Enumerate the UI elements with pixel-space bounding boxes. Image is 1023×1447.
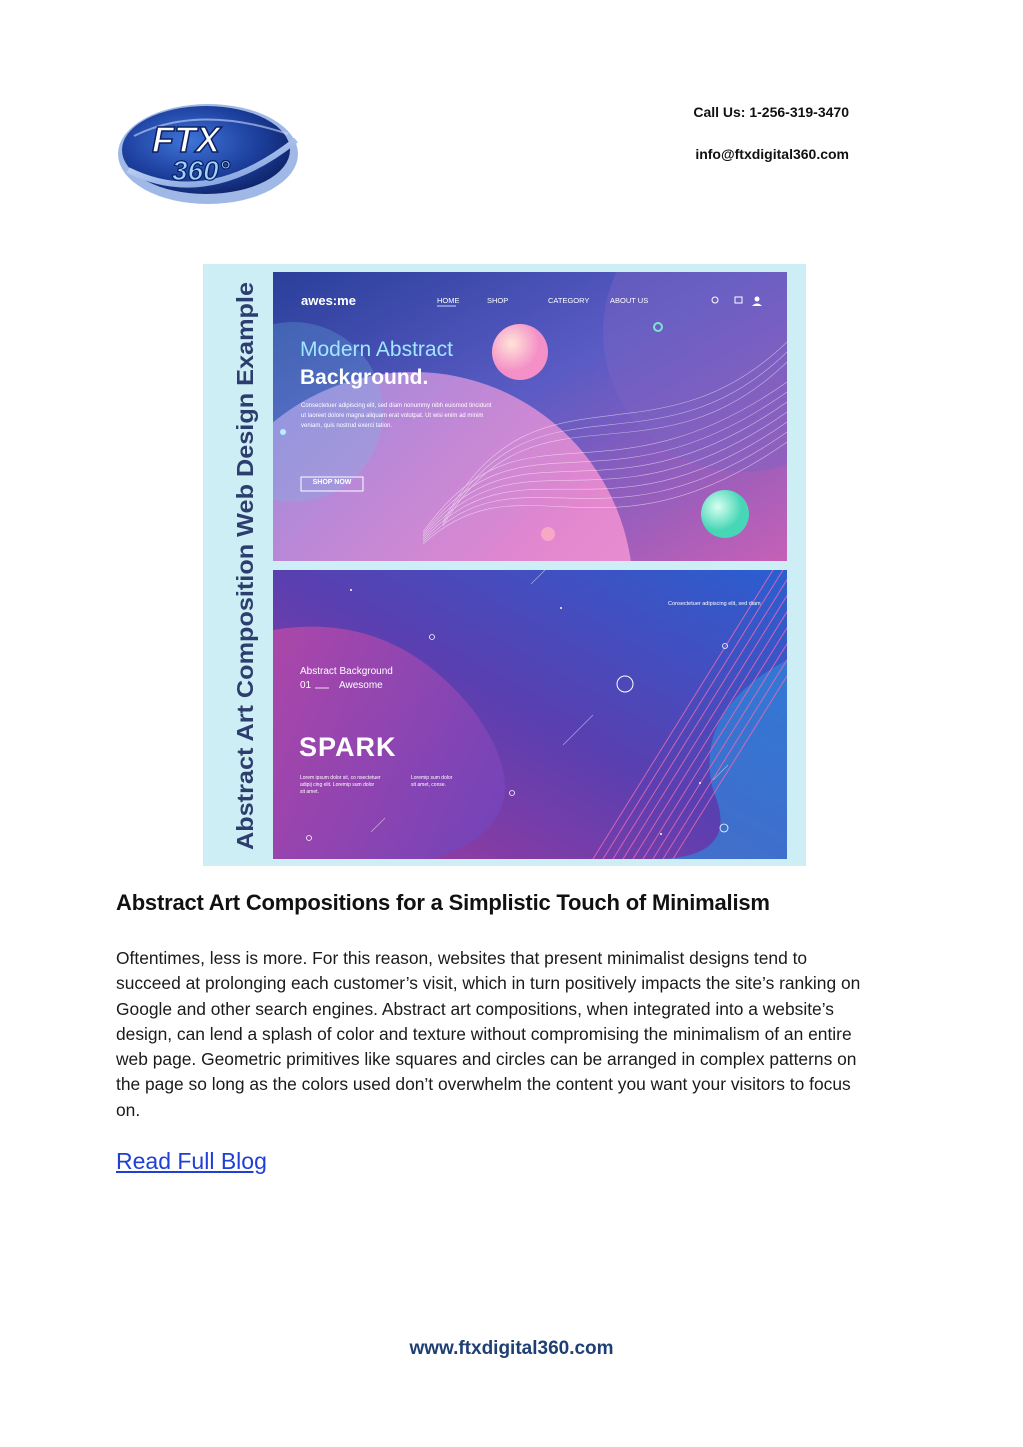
- hero-paragraph-line2: ut laoreet dolore magna aliquam erat volutpat. Ut wisi enim ad minim: [301, 413, 484, 419]
- headline-line2: Background.: [300, 366, 429, 389]
- nav-shop: SHOP: [487, 296, 509, 305]
- spark-title: SPARK: [299, 732, 397, 762]
- headline-line1: Modern Abstract: [300, 338, 453, 361]
- spark-col2-line1: Loremip sum dolor: [411, 775, 453, 781]
- shop-now-button: SHOP NOW: [312, 479, 352, 486]
- footer-website-url[interactable]: www.ftxdigital360.com: [409, 1338, 614, 1359]
- article-title: Abstract Art Compositions for a Simplistic Touch of Minimalism: [116, 890, 770, 915]
- spark-col2-line2: sit amet, conse.: [411, 782, 447, 788]
- bottom-index-label: Awesome: [339, 680, 383, 691]
- spark-col1-line1: Lorem ipsum dolor sit, co nsectetuer: [300, 775, 381, 781]
- spark-col1-line3: sit amet.: [300, 789, 319, 795]
- nav-home: HOME: [437, 296, 460, 305]
- nav-about: ABOUT US: [610, 296, 649, 305]
- contact-info: [693, 104, 849, 188]
- logo-text-top: FTX: [152, 119, 220, 160]
- top-panel: [273, 272, 787, 561]
- bottom-index: 01: [300, 680, 312, 691]
- hero-paragraph-line1: Consectetuer adipiscing elit, sed diam nonummy nibh euismod tincidunt: [301, 403, 492, 409]
- hero-image: [203, 264, 806, 866]
- spark-col1-line2: adipij cing elit. Loremip sum dolor: [300, 782, 375, 788]
- ftx360-logo[interactable]: [118, 100, 300, 206]
- corner-text: Consectetuer adipiscing elit, sed diam: [668, 601, 761, 607]
- article-body: Oftentimes, less is more. For this reason, websites that present minimalist designs tend to succeed at prolonging each customer’s visit, which in turn positively impacts the site’s ranking on Google and other search engines. Abstract art compositions, when integrated into a website’s design, can lend a splash of color and texture without compromising the minimalism of an entire web page. Geometric primitives like squares and circles can be arranged in complex patterns on the page so long as the colors used don’t overwhelm the content you want your visitors to focus on.: [116, 948, 861, 1120]
- logo-text-bottom: 360°: [172, 155, 230, 186]
- nav-category: CATEGORY: [548, 296, 590, 305]
- email-address[interactable]: info@ftxdigital360.com: [695, 146, 849, 162]
- hero-paragraph-line3: veniam, quis nostrud exerci tation.: [301, 423, 393, 429]
- phone-number[interactable]: Call Us: 1-256-319-3470: [693, 104, 849, 120]
- bottom-panel: [273, 570, 787, 859]
- vertical-title-text: Abstract Art Composition Web Design Example: [232, 321, 258, 850]
- brand-name: awes:me: [301, 293, 356, 308]
- bottom-subtitle: Abstract Background: [300, 666, 393, 677]
- vertical-title: [211, 264, 269, 866]
- read-full-blog-link[interactable]: Read Full Blog: [116, 1148, 267, 1174]
